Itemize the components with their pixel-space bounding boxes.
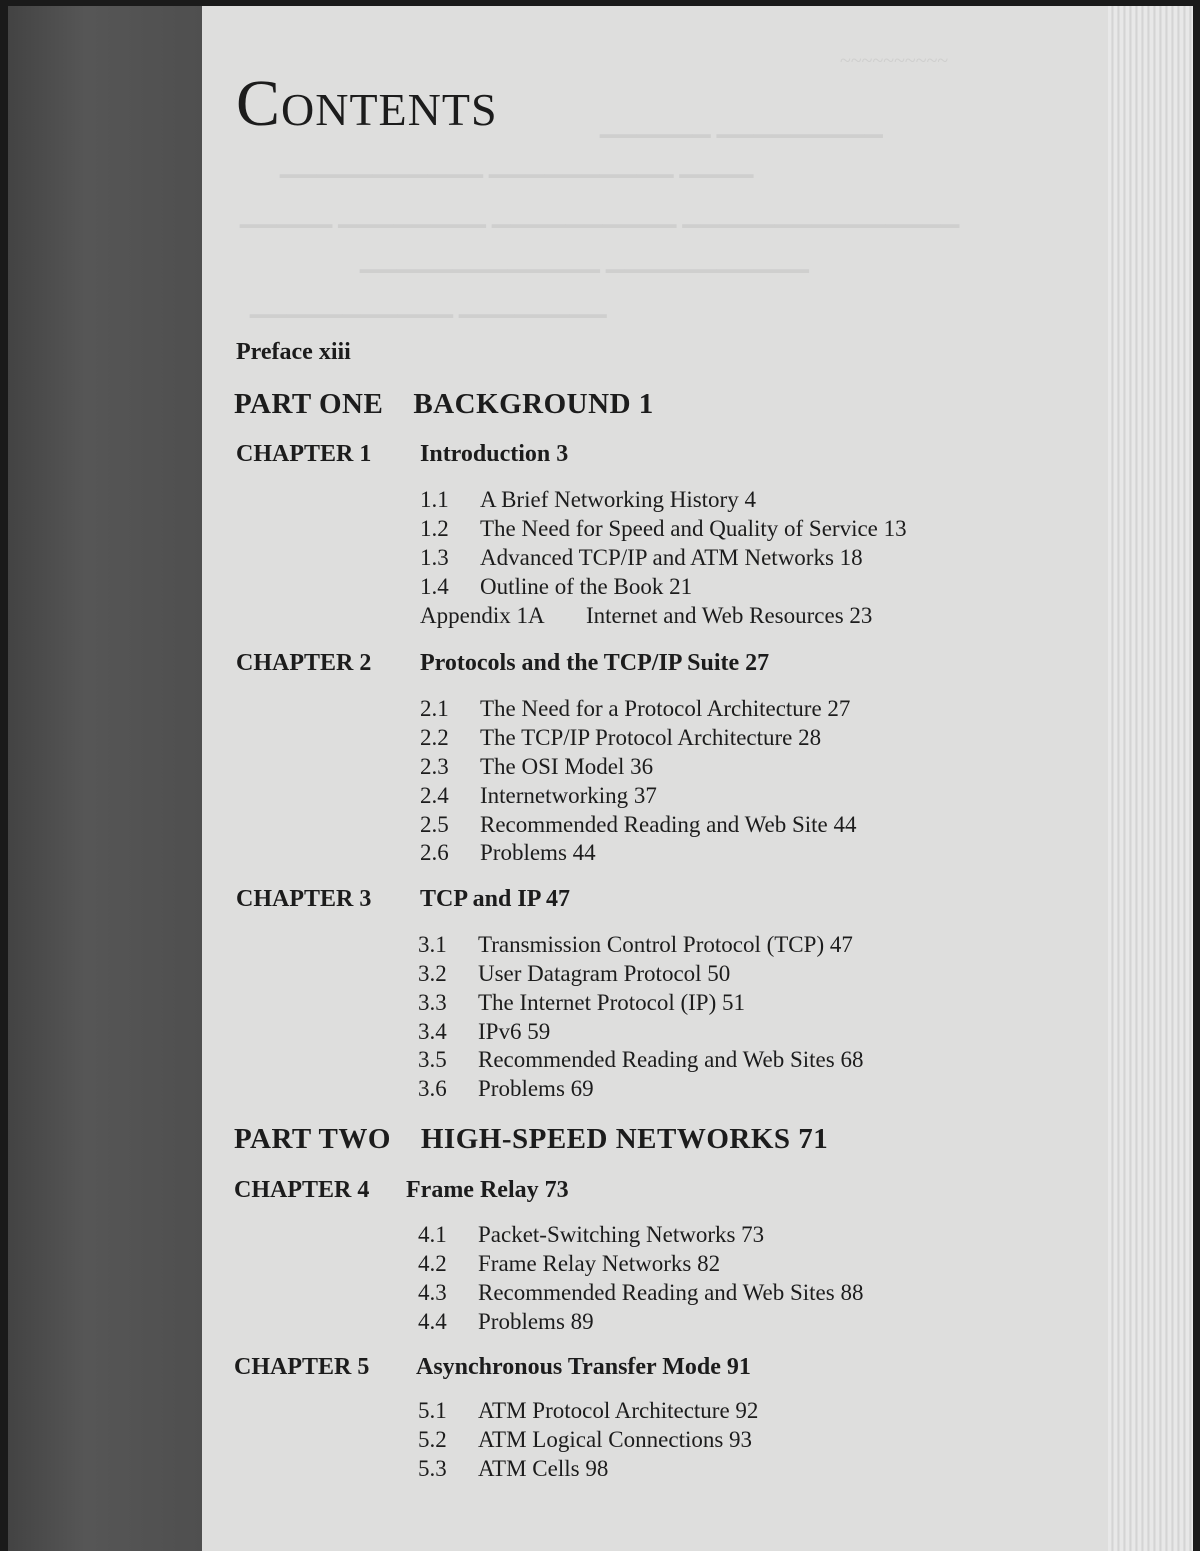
toc-section: 5.1 ATM Protocol Architecture 92 <box>418 1398 759 1423</box>
toc-part-two <box>234 1123 828 1156</box>
toc-chapter-5 <box>234 1354 751 1381</box>
toc-chapter-4 <box>234 1177 569 1204</box>
toc-section: 5.2 ATM Logical Connections 93 <box>418 1427 753 1452</box>
page-edge <box>1108 6 1193 1551</box>
chapter-label: CHAPTER 5 <box>234 1354 370 1380</box>
toc-section: 3.3 The Internet Protocol (IP) 51 <box>418 990 745 1015</box>
toc-chapter-3 <box>236 886 570 913</box>
page-title: Contents <box>236 67 498 140</box>
bleed-through-text: ▁▁▁▁▁ ▁▁▁▁▁▁▁▁ ▁▁▁▁▁▁▁▁▁▁ ▁▁▁▁▁▁▁▁▁▁▁▁▁▁▁ <box>240 202 960 228</box>
chapter-title: Protocols and the TCP/IP Suite 27 <box>420 650 770 676</box>
toc-section: 3.6 Problems 69 <box>418 1076 594 1101</box>
chapter-label: CHAPTER 3 <box>236 886 372 912</box>
toc-section: 1.2 The Need for Speed and Quality of Service 13 <box>420 516 907 541</box>
toc-section: 1.4 Outline of the Book 21 <box>420 574 693 599</box>
chapter-title: Frame Relay 73 <box>406 1177 569 1203</box>
toc-section: 2.1 The Need for a Protocol Architecture 27 <box>420 696 851 721</box>
toc-section: 3.1 Transmission Control Protocol (TCP) 47 <box>418 932 853 957</box>
toc-section: 3.4 IPv6 59 <box>418 1019 551 1044</box>
chapter-title: Asynchronous Transfer Mode 91 <box>416 1354 751 1380</box>
chapter-label: CHAPTER 2 <box>236 650 372 676</box>
toc-chapter-2 <box>236 650 769 677</box>
chapter-title: Introduction 3 <box>420 441 569 467</box>
bleed-through-text: ~~~~~~~~~~ <box>840 50 949 72</box>
part-title: HIGH-SPEED NETWORKS 71 <box>420 1123 829 1155</box>
chapter-label: CHAPTER 4 <box>234 1177 370 1203</box>
toc-section: 2.2 The TCP/IP Protocol Architecture 28 <box>420 725 822 750</box>
toc-section: 4.4 Problems 89 <box>418 1309 594 1334</box>
toc-section: 5.3 ATM Cells 98 <box>418 1456 609 1481</box>
toc-section: 3.5 Recommended Reading and Web Sites 68 <box>418 1047 864 1072</box>
toc-appendix: Appendix 1A Internet and Web Resources 23 <box>420 603 873 628</box>
part-title: BACKGROUND 1 <box>413 388 654 420</box>
page-gutter-shadow <box>8 6 202 1551</box>
toc-section: 2.5 Recommended Reading and Web Site 44 <box>420 812 857 837</box>
toc-section: 2.4 Internetworking 37 <box>420 783 657 808</box>
toc-section: 3.2 User Datagram Protocol 50 <box>418 961 731 986</box>
part-label: PART TWO <box>234 1123 391 1155</box>
bleed-through-text: ▁▁▁▁▁▁▁▁▁▁▁▁▁ ▁▁▁▁▁▁▁▁▁▁▁ <box>360 247 809 273</box>
toc-section: 4.2 Frame Relay Networks 82 <box>418 1251 721 1276</box>
toc-section: 2.3 The OSI Model 36 <box>420 754 654 779</box>
chapter-label: CHAPTER 1 <box>236 441 372 467</box>
toc-section: 4.3 Recommended Reading and Web Sites 88 <box>418 1280 864 1305</box>
bleed-through-text: ▁▁▁▁▁▁▁▁▁▁▁ ▁▁▁▁▁▁▁▁▁▁ ▁▁▁▁ <box>280 152 754 178</box>
toc-section: 2.6 Problems 44 <box>420 840 596 865</box>
toc-section: 1.3 Advanced TCP/IP and ATM Networks 18 <box>420 545 863 570</box>
toc-section: 4.1 Packet-Switching Networks 73 <box>418 1222 765 1247</box>
bleed-through-text: ▁▁▁▁▁▁▁▁▁▁▁ ▁▁▁▁▁▁▁▁ <box>250 292 607 318</box>
bleed-through-text: ▁▁▁▁▁▁ ▁▁▁▁▁▁▁▁▁ <box>600 112 883 138</box>
toc-chapter-1 <box>236 441 568 468</box>
part-label: PART ONE <box>234 388 384 420</box>
toc-part-one <box>234 388 654 421</box>
toc-preface: Preface xiii <box>236 339 351 365</box>
toc-section: 1.1 A Brief Networking History 4 <box>420 487 756 512</box>
chapter-title: TCP and IP 47 <box>420 886 571 912</box>
